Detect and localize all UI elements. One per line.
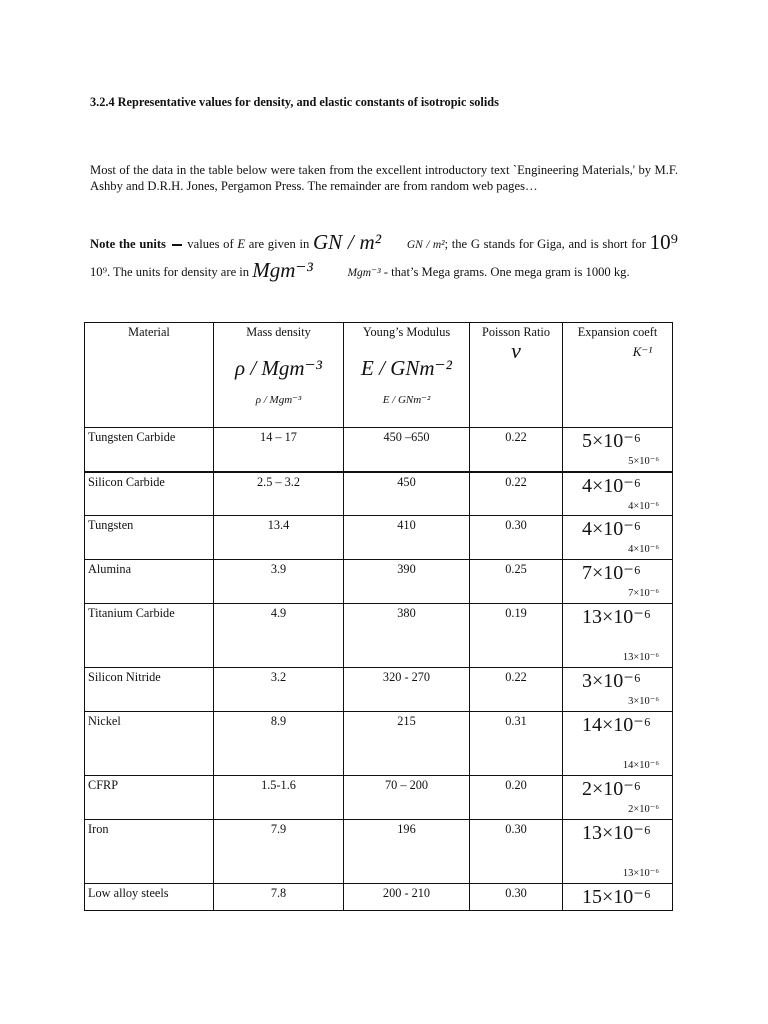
poisson-cell: 0.30	[470, 884, 563, 911]
material-cell: Low alloy steels	[85, 884, 214, 911]
youngs-cell: 215	[344, 712, 470, 776]
expansion-cell	[563, 516, 673, 560]
density-cell: 3.2	[214, 668, 344, 712]
material-cell: Tungsten	[85, 516, 214, 560]
expansion-value-large: 2×10⁻⁶	[582, 778, 641, 800]
expansion-value-large: 4×10⁻⁶	[582, 518, 641, 540]
expansion-value-large: 13×10⁻⁶	[582, 606, 651, 628]
expansion-cell	[563, 604, 673, 668]
expansion-value-large: 7×10⁻⁶	[582, 562, 641, 584]
youngs-cell: 450 –650	[344, 428, 470, 472]
poisson-cell: 0.20	[470, 776, 563, 820]
expansion-value-small: 13×10⁻⁶	[622, 652, 659, 663]
expansion-cell	[563, 472, 673, 516]
density-cell: 4.9	[214, 604, 344, 668]
expansion-value-small: 4×10⁻⁶	[628, 500, 659, 512]
expansion-value-small: 5×10⁻⁶	[628, 456, 659, 467]
table-row	[85, 776, 673, 820]
expansion-value-small: 4×10⁻⁶	[628, 544, 659, 555]
note-label: Note the units	[90, 237, 166, 251]
poisson-cell: 0.25	[470, 560, 563, 604]
density-cell: 7.8	[214, 884, 344, 911]
poisson-cell: 0.19	[470, 604, 563, 668]
density-unit-large: ρ / Mgm⁻³	[235, 356, 322, 380]
expansion-cell	[563, 668, 673, 712]
expansion-value-small: 3×10⁻⁶	[628, 696, 659, 707]
youngs-cell: 410	[344, 516, 470, 560]
youngs-unit-large: E / GNm⁻²	[361, 356, 452, 380]
table-row	[85, 820, 673, 884]
table-row	[85, 604, 673, 668]
table-row	[85, 884, 673, 911]
density-unit-small: ρ / Mgm⁻³	[255, 394, 302, 406]
poisson-cell: 0.22	[470, 472, 563, 516]
youngs-cell: 196	[344, 820, 470, 884]
density-cell: 3.9	[214, 560, 344, 604]
expansion-value-large: 15×10⁻⁶	[582, 886, 651, 908]
kelvin-inverse-unit: K⁻¹	[632, 344, 653, 359]
expansion-value-large: 5×10⁻⁶	[582, 430, 641, 452]
density-cell: 8.9	[214, 712, 344, 776]
header-density: Mass density ρ / Mgm⁻³ ρ / Mgm⁻³	[214, 323, 344, 428]
poisson-cell: 0.22	[470, 668, 563, 712]
expansion-cell	[563, 820, 673, 884]
expansion-value-large: 3×10⁻⁶	[582, 670, 641, 692]
expansion-cell	[563, 884, 673, 911]
youngs-cell: 390	[344, 560, 470, 604]
material-cell: CFRP	[85, 776, 214, 820]
expansion-value-large: 14×10⁻⁶	[582, 714, 651, 736]
material-cell: Alumina	[85, 560, 214, 604]
density-cell: 2.5 – 3.2	[214, 472, 344, 516]
table-row	[85, 712, 673, 776]
intro-paragraph: Most of the data in the table below were taken from the excellent introductory text `Engineering Materials,' by M.F. Ashby and D.R.H. Jones, Pergamon Press. The remainder are from random web pages…	[90, 163, 678, 193]
youngs-cell: 200 - 210	[344, 884, 470, 911]
density-cell: 7.9	[214, 820, 344, 884]
expansion-cell	[563, 712, 673, 776]
material-cell: Nickel	[85, 712, 214, 776]
material-cell: Tungsten Carbide	[85, 428, 214, 472]
expansion-cell	[563, 428, 673, 472]
table-row	[85, 516, 673, 560]
expansion-value-small: 14×10⁻⁶	[622, 760, 659, 771]
material-cell: Silicon Carbide	[85, 472, 214, 516]
header-material: Material	[85, 323, 214, 428]
expansion-cell	[563, 776, 673, 820]
table-row	[85, 560, 673, 604]
density-cell: 1.5-1.6	[214, 776, 344, 820]
expansion-cell	[563, 560, 673, 604]
expansion-value-small: 13×10⁻⁶	[622, 868, 659, 879]
youngs-cell: 70 – 200	[344, 776, 470, 820]
gn-unit-large: GN / m²	[312, 230, 382, 254]
gn-unit-small: GN / m²	[406, 239, 445, 251]
header-expansion-coeft: Expansion coeft K⁻¹	[563, 323, 673, 428]
poisson-cell: 0.31	[470, 712, 563, 776]
material-cell: Iron	[85, 820, 214, 884]
expansion-value-small: 7×10⁻⁶	[628, 588, 659, 599]
units-note-paragraph: Note the units values of E are given in GN / m² GN / m²; the G stands for Giga, and is short for 10⁹ 10⁹. The units for density are in Mgm⁻³ Mgm⁻³ - that’s Mega grams. One mega gram is 1000 kg.	[90, 230, 678, 282]
youngs-cell: 320 - 270	[344, 668, 470, 712]
poisson-cell: 0.30	[470, 516, 563, 560]
table-row	[85, 472, 673, 516]
mgm-unit-large: Mgm⁻³	[252, 258, 313, 282]
poisson-cell: 0.30	[470, 820, 563, 884]
header-poisson-ratio: Poisson Ratio ν	[470, 323, 563, 428]
mgm-unit-small: Mgm⁻³	[347, 267, 381, 279]
materials-table	[84, 322, 673, 911]
header-youngs-modulus: Young’s Modulus E / GNm⁻² E / GNm⁻²	[344, 323, 470, 428]
material-cell: Silicon Nitride	[85, 668, 214, 712]
section-heading: 3.2.4 Representative values for density, and elastic constants of isotropic solids	[90, 95, 499, 109]
table-row	[85, 668, 673, 712]
youngs-unit-small: E / GNm⁻²	[382, 394, 431, 406]
dash-glyph	[172, 244, 182, 246]
expansion-value-large: 13×10⁻⁶	[582, 822, 651, 844]
youngs-cell: 450	[344, 472, 470, 516]
table-row	[85, 428, 673, 472]
density-cell: 14 – 17	[214, 428, 344, 472]
material-cell: Titanium Carbide	[85, 604, 214, 668]
nu-symbol: ν	[511, 338, 521, 363]
poisson-cell: 0.22	[470, 428, 563, 472]
density-cell: 13.4	[214, 516, 344, 560]
giga-power-large: 10⁹	[649, 230, 678, 254]
expansion-value-large: 4×10⁻⁶	[582, 474, 641, 497]
expansion-value-small: 2×10⁻⁶	[628, 804, 659, 815]
youngs-cell: 380	[344, 604, 470, 668]
